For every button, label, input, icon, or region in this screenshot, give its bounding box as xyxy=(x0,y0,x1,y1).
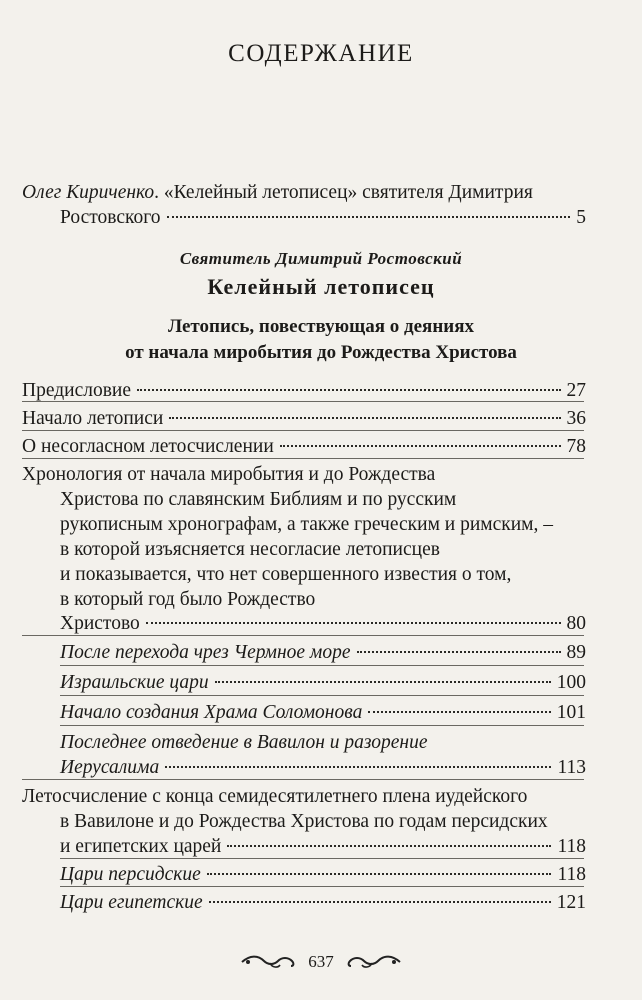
leader-dots xyxy=(137,389,560,391)
divider xyxy=(22,635,584,636)
chronology-line: в которой изъясняется несогласие летописцев xyxy=(60,539,440,560)
entry-title: Христово xyxy=(60,613,140,634)
toc-entry-intro[interactable] xyxy=(60,205,586,230)
toc-sub-entry[interactable] xyxy=(60,700,586,725)
entry-title: Начало летописи xyxy=(22,408,164,429)
intro-line-1 xyxy=(22,180,533,205)
entry-title: Цари египетские xyxy=(60,892,203,913)
section-book-title: Келейный летописец xyxy=(207,274,435,299)
section-author-title: Святитель Димитрий Ростовский xyxy=(179,249,463,268)
entry-title: и египетских царей xyxy=(60,836,222,857)
page-number: 113 xyxy=(557,757,586,778)
section-subtitle-line-2: от начала миробытия до Рождества Христова xyxy=(125,342,517,363)
page-number: 5 xyxy=(576,207,586,228)
page-number: 78 xyxy=(566,436,586,457)
page-number-footer: 637 xyxy=(308,952,334,971)
page-footer xyxy=(0,952,642,972)
leader-dots xyxy=(280,445,561,447)
toc-sub-entry[interactable] xyxy=(60,670,586,695)
intro-title-line-2: Ростовского xyxy=(60,207,161,228)
divider xyxy=(22,430,584,431)
divider xyxy=(22,401,584,402)
toc-entry-reckoning[interactable] xyxy=(60,834,586,859)
page-number: 121 xyxy=(556,892,586,913)
divider xyxy=(22,458,584,459)
page-number: 100 xyxy=(556,672,586,693)
divider xyxy=(60,725,584,726)
chronology-line: и показывается, что нет совершенного известия о том, xyxy=(60,564,512,585)
toc-entry[interactable] xyxy=(22,378,586,403)
toc-sub-entry-babylon[interactable] xyxy=(60,755,586,780)
leader-dots xyxy=(167,216,571,218)
leader-dots xyxy=(146,622,561,624)
entry-title: После перехода чрез Чермное море xyxy=(60,642,351,663)
reckoning-line: Летосчисление с конца семидесятилетнего плена иудейского xyxy=(22,786,528,807)
intro-author: Олег Кириченко xyxy=(22,182,155,203)
toc-entry[interactable] xyxy=(22,406,586,431)
page-number: 89 xyxy=(566,642,586,663)
babylon-line: Последнее отведение в Вавилон и разорение xyxy=(60,732,428,753)
page-number: 101 xyxy=(556,702,586,723)
leader-dots xyxy=(215,681,551,683)
leader-dots xyxy=(368,711,550,713)
divider xyxy=(60,886,584,887)
leader-dots xyxy=(169,417,560,419)
toc-sub-entry[interactable] xyxy=(60,640,586,665)
entry-title: О несогласном летосчислении xyxy=(22,436,274,457)
entry-title: Предисловие xyxy=(22,380,132,401)
divider xyxy=(60,858,584,859)
toc-entry[interactable] xyxy=(22,434,586,459)
chronology-line: Хронология от начала миробытия и до Рождества xyxy=(22,464,436,485)
leader-dots xyxy=(209,901,551,903)
page-number: 118 xyxy=(557,864,586,885)
toc-sub-entry[interactable] xyxy=(60,890,586,915)
chronology-line: Христова по славянским Библиям и по русским xyxy=(60,489,457,510)
chronology-line: в который год было Рождество xyxy=(60,589,316,610)
entry-title: Израильские цари xyxy=(60,672,209,693)
page-number: 27 xyxy=(566,380,586,401)
ornament-right-icon xyxy=(344,953,402,971)
leader-dots xyxy=(227,845,551,847)
entry-title: Начало создания Храма Соломонова xyxy=(60,702,363,723)
page-heading: СОДЕРЖАНИЕ xyxy=(228,40,414,67)
page-number: 36 xyxy=(566,408,586,429)
divider xyxy=(60,665,584,666)
section-subtitle-line-1: Летопись, повествующая о деяниях xyxy=(167,316,475,337)
chronology-line: рукописным хронографам, а также греческим и римским, – xyxy=(60,514,554,535)
page-number: 118 xyxy=(557,836,586,857)
divider xyxy=(22,779,584,780)
toc-entry-chronology[interactable] xyxy=(60,611,586,636)
toc-sub-entry[interactable] xyxy=(60,862,586,887)
ornament-left-icon xyxy=(240,953,298,971)
reckoning-line: в Вавилоне и до Рождества Христова по годам персидских xyxy=(60,811,548,832)
entry-title: Цари персидские xyxy=(60,864,201,885)
divider xyxy=(60,695,584,696)
leader-dots xyxy=(207,873,552,875)
intro-title-line-1: . «Келейный летописец» святителя Димитрия xyxy=(154,182,533,203)
entry-title: Иерусалима xyxy=(60,757,160,778)
leader-dots xyxy=(357,651,561,653)
page-number: 80 xyxy=(566,613,586,634)
leader-dots xyxy=(165,766,551,768)
